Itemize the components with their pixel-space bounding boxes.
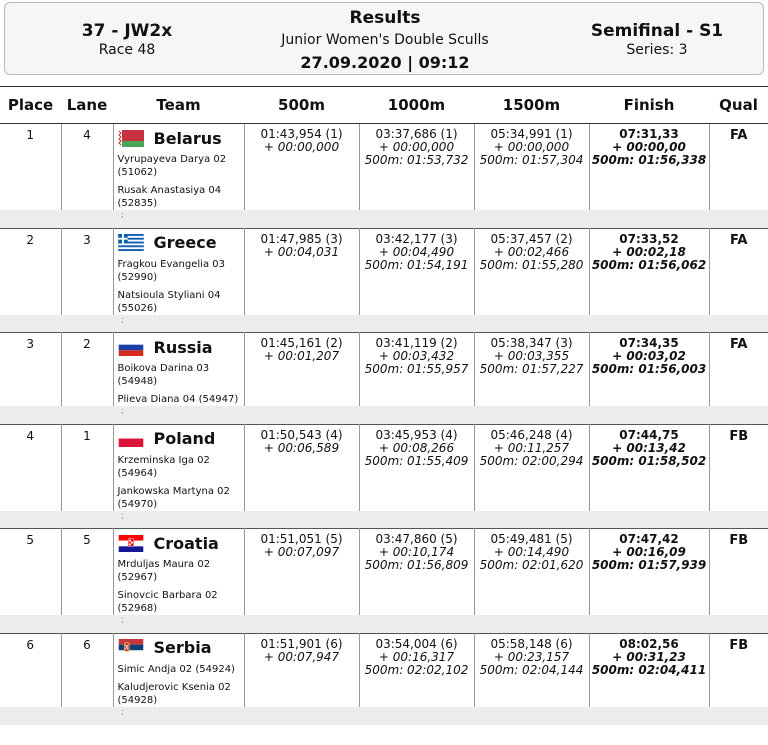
crew-member: Fragkou Evangelia 03 (52990) — [117, 258, 225, 283]
split-diff: + 00:11,257 — [493, 440, 570, 455]
note-text: ; — [121, 210, 124, 219]
finish-time: 07:31,33 — [619, 127, 679, 141]
note-text: ; — [121, 615, 124, 624]
finish-pace: 500m: 01:57,939 — [591, 558, 707, 572]
phase-info — [549, 21, 765, 59]
split-pace: 500m: 02:00,294 — [479, 453, 584, 468]
note-text: ; — [121, 706, 124, 716]
crew-list — [114, 258, 244, 315]
split-pace: 500m: 01:54,191 — [364, 257, 469, 272]
note-cell — [0, 707, 768, 725]
split-time: 05:46,248 (4) — [490, 427, 573, 442]
split-1000m-cell — [359, 529, 474, 616]
qual-cell — [709, 124, 768, 211]
race-info — [5, 21, 249, 59]
split-diff: + 00:02,466 — [493, 244, 570, 259]
qual-badge: FA — [730, 128, 748, 143]
team-nation — [114, 531, 244, 555]
crew-list — [114, 362, 244, 406]
finish-diff: + 00:03,02 — [612, 349, 686, 363]
team-cell — [113, 124, 244, 211]
finish-time: 07:34,35 — [619, 336, 679, 350]
table-row — [0, 529, 768, 616]
finish-time: 07:47,42 — [619, 532, 679, 546]
place-cell — [0, 228, 61, 315]
col-1500m: 1500m — [474, 87, 589, 124]
crew-member: Jankowska Martyna 02 (54970) — [117, 485, 230, 510]
split-500m-cell — [244, 529, 359, 616]
country-name: Russia — [153, 337, 213, 357]
team-nation — [114, 636, 244, 660]
belarus-flag — [118, 130, 144, 147]
team-cell — [113, 529, 244, 616]
split-pace: 500m: 01:53,732 — [364, 153, 469, 167]
results-title-block — [249, 8, 521, 73]
split-diff: + 00:00,000 — [378, 140, 455, 154]
race-number: Race 48 — [98, 42, 156, 58]
split-1500m-cell — [474, 633, 589, 707]
split-diff: + 00:14,490 — [493, 545, 570, 559]
split-time: 05:37,457 (2) — [490, 231, 573, 246]
lane-cell — [61, 228, 113, 315]
note-row — [0, 615, 768, 633]
race-datetime: 27.09.2020 | 09:12 — [300, 53, 470, 72]
country-name: Serbia — [153, 638, 212, 657]
split-pace: 500m: 01:57,304 — [479, 153, 584, 167]
finish-diff: + 00:02,18 — [612, 244, 686, 259]
lane-value: 5 — [83, 533, 91, 547]
split-pace: 500m: 01:55,409 — [364, 453, 469, 468]
lane-value: 2 — [83, 337, 91, 351]
split-pace: 500m: 01:56,809 — [364, 558, 469, 572]
finish-diff: + 00:00,00 — [612, 140, 686, 154]
note-text: ; — [121, 406, 124, 415]
lane-cell — [61, 124, 113, 211]
split-diff: + 00:08,266 — [378, 440, 455, 455]
crew-member: Kaludjerovic Ksenia 02 (54928) — [117, 681, 231, 706]
note-text: ; — [121, 314, 124, 324]
finish-pace: 500m: 01:56,338 — [591, 153, 707, 167]
lane-value: 6 — [83, 637, 91, 652]
split-pace: 500m: 01:55,957 — [364, 362, 469, 376]
place-cell — [0, 424, 61, 511]
country-name: Poland — [153, 429, 216, 448]
col-lane: Lane — [61, 87, 113, 124]
greece-flag — [118, 234, 144, 251]
note-row — [0, 406, 768, 424]
split-diff: + 00:03,432 — [378, 349, 455, 363]
finish-cell — [589, 529, 709, 616]
event-name: Junior Women's Double Sculls — [281, 32, 489, 48]
split-time: 05:49,481 (5) — [490, 532, 573, 546]
crew-member: Krzeminska Iga 02 (54964) — [117, 454, 210, 479]
note-cell — [0, 210, 768, 228]
split-diff: + 00:06,589 — [263, 440, 340, 455]
split-1500m-cell — [474, 424, 589, 511]
finish-diff: + 00:16,09 — [612, 545, 686, 559]
split-diff: + 00:07,947 — [263, 649, 340, 664]
crew-member: Sinovcic Barbara 02 (52968) — [117, 590, 218, 614]
split-500m-cell — [244, 424, 359, 511]
crew-member: Simic Andja 02 (54924) — [117, 663, 235, 675]
country-name: Croatia — [153, 533, 219, 553]
qual-cell — [709, 529, 768, 616]
split-1500m-cell — [474, 333, 589, 407]
note-text: ; — [121, 510, 124, 520]
split-diff: + 00:03,355 — [493, 349, 570, 363]
qual-badge: FA — [730, 232, 748, 248]
column-header-row — [0, 87, 768, 124]
finish-time: 07:33,52 — [619, 231, 679, 246]
finish-pace: 500m: 01:56,003 — [591, 362, 707, 376]
finish-pace: 500m: 01:58,502 — [591, 453, 707, 468]
split-diff: + 00:01,207 — [263, 349, 340, 363]
place-value: 3 — [26, 337, 35, 351]
results-header — [4, 2, 764, 75]
team-cell — [113, 633, 244, 707]
team-cell — [113, 228, 244, 315]
finish-time: 07:44,75 — [619, 427, 679, 442]
place-value: 1 — [26, 128, 35, 142]
split-diff: + 00:23,157 — [493, 649, 570, 664]
split-pace: 500m: 02:02,102 — [364, 662, 469, 677]
note-row — [0, 210, 768, 228]
crew-member: Vyrupayeva Darya 02 (51062) — [117, 154, 227, 178]
split-pace: 500m: 01:55,280 — [479, 257, 584, 272]
split-diff: + 00:07,097 — [263, 545, 340, 559]
table-row — [0, 333, 768, 407]
note-cell — [0, 615, 768, 633]
split-pace: 500m: 02:04,144 — [479, 662, 584, 677]
note-row — [0, 511, 768, 529]
split-1000m-cell — [359, 228, 474, 315]
qual-badge: FB — [729, 637, 749, 653]
split-time: 03:42,177 (3) — [375, 231, 458, 246]
crew-list — [114, 153, 244, 210]
team-cell — [113, 333, 244, 407]
finish-cell — [589, 333, 709, 407]
place-cell — [0, 633, 61, 707]
page-title: Results — [349, 8, 421, 28]
split-time: 01:43,954 (1) — [260, 127, 343, 141]
split-time: 05:34,991 (1) — [490, 127, 573, 141]
team-nation — [114, 335, 244, 359]
lane-cell — [61, 424, 113, 511]
series-number: Series: 3 — [626, 42, 688, 58]
qual-cell — [709, 228, 768, 315]
team-cell — [113, 424, 244, 511]
place-value: 2 — [26, 232, 35, 247]
table-row — [0, 124, 768, 211]
split-500m-cell — [244, 124, 359, 211]
qual-badge: FA — [730, 337, 748, 352]
finish-pace: 500m: 02:04,411 — [591, 662, 707, 677]
split-500m-cell — [244, 633, 359, 707]
crew-member: Natsioula Styliani 04 (55026) — [117, 289, 221, 314]
finish-diff: + 00:31,23 — [612, 649, 686, 664]
split-time: 01:51,901 (6) — [260, 636, 343, 651]
split-diff: + 00:00,000 — [493, 140, 570, 154]
split-time: 01:47,985 (3) — [260, 231, 343, 246]
split-time: 03:54,004 (6) — [375, 636, 458, 651]
note-cell — [0, 406, 768, 424]
race-phase: Semifinal - S1 — [590, 21, 724, 41]
team-nation — [114, 126, 244, 150]
note-cell — [0, 315, 768, 333]
results-table — [0, 86, 768, 725]
table-row — [0, 228, 768, 315]
split-500m-cell — [244, 228, 359, 315]
qual-badge: FB — [729, 428, 749, 444]
table-row — [0, 633, 768, 707]
split-1000m-cell — [359, 124, 474, 211]
col-finish: Finish — [589, 87, 709, 124]
split-time: 03:37,686 (1) — [375, 127, 458, 141]
lane-cell — [61, 633, 113, 707]
note-cell — [0, 511, 768, 529]
split-time: 01:50,543 (4) — [260, 427, 343, 442]
qual-badge: FB — [729, 533, 749, 548]
crew-member: Rusak Anastasiya 04 (52835) — [117, 185, 222, 209]
col-500m: 500m — [244, 87, 359, 124]
split-time: 03:47,860 (5) — [375, 532, 458, 546]
split-time: 03:45,953 (4) — [375, 427, 458, 442]
col-qual: Qual — [709, 87, 768, 124]
note-row — [0, 707, 768, 725]
lane-value: 4 — [83, 128, 91, 142]
split-1000m-cell — [359, 333, 474, 407]
split-time: 05:58,148 (6) — [490, 636, 573, 651]
split-diff: + 00:04,490 — [378, 244, 455, 259]
crew-member: Mrduljas Maura 02 (52967) — [117, 559, 211, 583]
lane-cell — [61, 529, 113, 616]
split-1000m-cell — [359, 633, 474, 707]
split-time: 03:41,119 (2) — [375, 336, 458, 350]
finish-time: 08:02,56 — [619, 636, 679, 651]
place-cell — [0, 529, 61, 616]
finish-diff: + 00:13,42 — [612, 440, 686, 455]
crew-list — [114, 558, 244, 615]
croatia-flag — [118, 535, 144, 552]
qual-cell — [709, 333, 768, 407]
split-time: 01:51,051 (5) — [260, 532, 343, 546]
country-name: Greece — [153, 233, 217, 252]
split-diff: + 00:16,317 — [378, 649, 455, 664]
place-value: 5 — [26, 533, 35, 547]
place-cell — [0, 333, 61, 407]
poland-flag — [118, 430, 144, 447]
split-diff: + 00:10,174 — [378, 545, 455, 559]
crew-list — [114, 663, 244, 707]
lane-value: 1 — [83, 428, 91, 443]
place-cell — [0, 124, 61, 211]
event-code: 37 - JW2x — [81, 21, 173, 41]
split-time: 01:45,161 (2) — [260, 336, 343, 350]
place-value: 4 — [26, 428, 35, 443]
split-diff: + 00:04,031 — [263, 244, 340, 259]
split-500m-cell — [244, 333, 359, 407]
team-nation — [114, 427, 244, 451]
split-1500m-cell — [474, 529, 589, 616]
serbia-flag — [118, 639, 144, 656]
finish-cell — [589, 424, 709, 511]
table-row — [0, 424, 768, 511]
col-team: Team — [113, 87, 244, 124]
place-value: 6 — [26, 637, 35, 652]
split-pace: 500m: 02:01,620 — [479, 558, 584, 572]
col-1000m: 1000m — [359, 87, 474, 124]
finish-cell — [589, 633, 709, 707]
crew-list — [114, 454, 244, 511]
split-diff: + 00:00,000 — [263, 140, 340, 154]
qual-cell — [709, 424, 768, 511]
finish-cell — [589, 228, 709, 315]
russia-flag — [118, 339, 144, 356]
finish-cell — [589, 124, 709, 211]
note-row — [0, 315, 768, 333]
qual-cell — [709, 633, 768, 707]
finish-pace: 500m: 01:56,062 — [591, 257, 707, 272]
col-place: Place — [0, 87, 61, 124]
split-1500m-cell — [474, 228, 589, 315]
lane-cell — [61, 333, 113, 407]
split-time: 05:38,347 (3) — [490, 336, 573, 350]
country-name: Belarus — [153, 128, 222, 148]
team-nation — [114, 231, 244, 255]
crew-member: Boikova Darina 03 (54948) — [117, 363, 210, 387]
split-pace: 500m: 01:57,227 — [479, 362, 584, 376]
crew-member: Plieva Diana 04 (54947) — [117, 394, 239, 405]
split-1000m-cell — [359, 424, 474, 511]
split-1500m-cell — [474, 124, 589, 211]
lane-value: 3 — [83, 232, 91, 247]
